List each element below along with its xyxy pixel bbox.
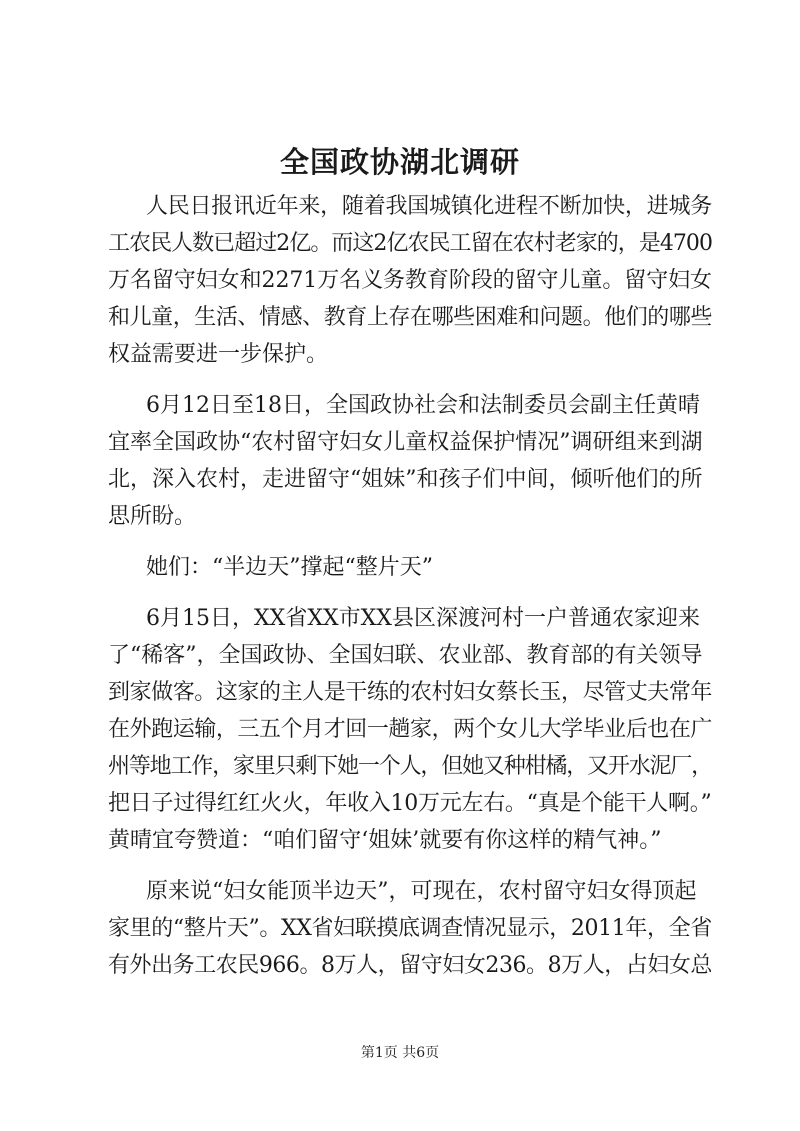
body-line-8: 北，深入农村，走进留守“姐妹”和孩子们中间，倾听他们的所 (108, 467, 703, 492)
body-line-18: 原来说“妇女能顶半边天”，可现在，农村留守妇女得顶起 (146, 879, 697, 904)
body-line-11: 6月15日，XX省XX市XX县区深渡河村一户普通农家迎来 (146, 606, 700, 631)
body-line-6: 6月12日至18日，全国政协社会和法制委员会副主任黄晴 (146, 393, 700, 418)
body-line-14: 在外跑运输，三五个月才回一趟家，两个女儿大学毕业后也在广 (108, 717, 713, 742)
body-line-5: 权益需要进一步保护。 (108, 342, 329, 367)
body-line-19: 家里的“整片天”。XX省妇联摸底调查情况显示，2011年，全省 (108, 916, 712, 941)
body-line-2: 工农民人数已超过2亿。而这2亿农民工留在农村老家的，是4700 (108, 231, 712, 256)
document-title: 全国政协湖北调研 (279, 145, 520, 179)
body-line-9: 思所盼。 (108, 504, 197, 529)
section-heading: 她们：“半边天”撑起“整片天” (146, 555, 433, 580)
body-line-12: 了“稀客”，全国政协、全国妇联、农业部、教育部的有关领导 (108, 643, 703, 668)
body-line-13: 到家做客。这家的主人是干练的农村妇女蔡长玉，尽管丈夫常年 (108, 680, 713, 705)
page-number-footer: 第1页 共6页 (360, 1045, 440, 1061)
body-line-16: 把日子过得红红火火，年收入10万元左右。“真是个能干人啊。” (108, 791, 712, 816)
body-line-1: 人民日报讯近年来，随着我国城镇化进程不断加快，进城务 (146, 194, 713, 219)
body-line-17: 黄晴宜夸赞道：“咱们留守‘姐妹’就要有你这样的精气神。” (108, 828, 662, 853)
body-line-7: 宜率全国政协“农村留守妇女儿童权益保护情况”调研组来到湖 (108, 430, 703, 455)
body-line-20: 有外出务工农民966。8万人，留守妇女236。8万人，占妇女总 (108, 953, 712, 978)
body-line-4: 和儿童，生活、情感、教育上存在哪些困难和问题。他们的哪些 (108, 305, 713, 330)
body-line-3: 万名留守妇女和2271万名义务教育阶段的留守儿童。留守妇女 (108, 268, 712, 293)
body-line-15: 州等地工作，家里只剩下她一个人，但她又种柑橘，又开水泥厂， (108, 754, 713, 779)
